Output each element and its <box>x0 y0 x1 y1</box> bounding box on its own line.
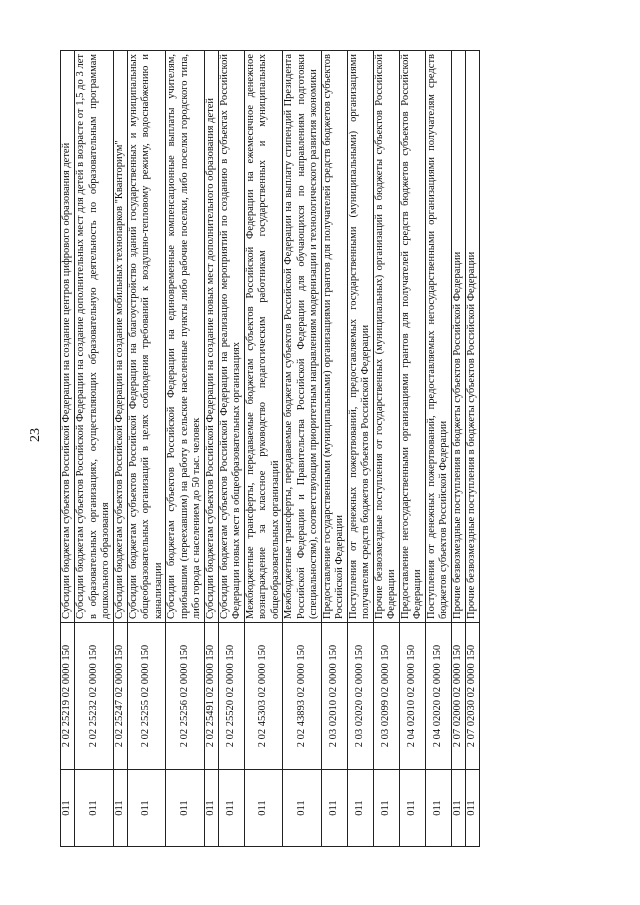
admin-code-cell: 011 <box>61 770 75 847</box>
budget-code-cell: 2 02 25520 02 0000 150 <box>218 623 244 770</box>
admin-code-cell: 011 <box>347 770 373 847</box>
budget-code-cell: 2 04 02010 02 0000 150 <box>399 623 425 770</box>
admin-code-cell: 011 <box>244 770 283 847</box>
revenue-name-cell: Предоставление государственными (муниципальными) организациями грантов для получателей средств бюджетов субъектов Российской Федерации <box>321 51 347 623</box>
revenue-name-cell: Предоставление негосударственными организациями грантов для получателей средств бюджетов субъектов Российской Федерации <box>399 51 425 623</box>
table-row <box>373 51 399 847</box>
table-row <box>321 51 347 847</box>
revenue-name-cell: Межбюджетные трансферты, передаваемые бюджетам субъектов Российской Федерации на ежемесячное денежное вознаграждение за классное руководство педагогическим работникам государственных и муниципальных общеобразовательных организаций <box>244 51 283 623</box>
table-row <box>399 51 425 847</box>
revenue-name-cell: Прочие безвозмездные поступления от государственных (муниципальных) организаций в бюджеты субъектов Российской Федерации <box>373 51 399 623</box>
table-row <box>244 51 283 847</box>
table-row <box>218 51 244 847</box>
budget-code-cell: 2 02 25247 02 0000 150 <box>113 623 127 770</box>
budget-code-cell: 2 02 25255 02 0000 150 <box>127 623 166 770</box>
revenue-name-cell: Субсидии бюджетам субъектов Российской Федерации на создание новых мест дополнительного образования детей <box>204 51 218 623</box>
admin-code-cell: 011 <box>373 770 399 847</box>
revenue-name-cell: Поступления от денежных пожертвований, предоставляемых государственными (муниципальными) организациями получателям средств бюджетов субъектов Российской Федерации <box>347 51 373 623</box>
budget-code-cell: 2 02 25256 02 0000 150 <box>166 623 205 770</box>
table-row <box>127 51 166 847</box>
revenue-name-cell: Субсидии бюджетам субъектов Российской Федерации на создание мобильных технопарков "Кванториум" <box>113 51 127 623</box>
revenue-name-cell: Субсидии бюджетам субъектов Российской Федерации на создание центров цифрового образования детей <box>61 51 75 623</box>
admin-code-cell: 011 <box>218 770 244 847</box>
budget-code-cell: 2 02 25219 02 0000 150 <box>61 623 75 770</box>
table-row <box>451 51 465 847</box>
budget-code-cell: 2 02 25232 02 0000 150 <box>75 623 114 770</box>
budget-code-cell: 2 07 02030 02 0000 150 <box>465 623 479 770</box>
admin-code-cell: 011 <box>465 770 479 847</box>
page-number: 23 <box>28 428 43 442</box>
table-row <box>347 51 373 847</box>
budget-code-cell: 2 02 25491 02 0000 150 <box>204 623 218 770</box>
admin-code-cell: 011 <box>75 770 114 847</box>
revenue-name-cell: Субсидии бюджетам субъектов Российской Федерации на благоустройство зданий государственных и муниципальных общеобразовательных организаций в целях соблюдения требований к воздушно-тепловому режиму, водоснабжению и канализации <box>127 51 166 623</box>
revenue-name-cell: Прочие безвозмездные поступления в бюджеты субъектов Российской Федерации <box>465 51 479 623</box>
table-row <box>425 51 451 847</box>
table-row <box>166 51 205 847</box>
admin-code-cell: 011 <box>451 770 465 847</box>
budget-code-cell: 2 07 02000 02 0000 150 <box>451 623 465 770</box>
budget-code-cell: 2 04 02020 02 0000 150 <box>425 623 451 770</box>
revenue-name-cell: Субсидии бюджетам субъектов Российской Федерации на создание дополнительных мест для детей в возрасте от 1,5 до 3 лет в образовательных организациях, осуществляющих образовательную деятельность по образовательным программам дошкольного образования <box>75 51 114 623</box>
admin-code-cell: 011 <box>166 770 205 847</box>
budget-code-table <box>60 50 480 847</box>
revenue-name-cell: Прочие безвозмездные поступления в бюджеты субъектов Российской Федерации <box>451 51 465 623</box>
admin-code-cell: 011 <box>204 770 218 847</box>
table-row <box>465 51 479 847</box>
admin-code-cell: 011 <box>425 770 451 847</box>
revenue-name-cell: Межбюджетные трансферты, передаваемые бюджетам субъектов Российской Федерации на выплату стипендий Президента Российской Федерации и Правительства Российской Федерации для обучающихся по направлениям подготовки (специальностям), соответствующим приоритетным направлениям модернизации и технологического развития экономики <box>283 51 322 623</box>
admin-code-cell: 011 <box>321 770 347 847</box>
table-row <box>61 51 75 847</box>
admin-code-cell: 011 <box>127 770 166 847</box>
budget-code-cell: 2 02 45303 02 0000 150 <box>244 623 283 770</box>
budget-code-cell: 2 02 43893 02 0000 150 <box>283 623 322 770</box>
admin-code-cell: 011 <box>283 770 322 847</box>
revenue-name-cell: Субсидии бюджетам субъектов Российской Федерации на единовременные компенсационные выплаты учителям, прибывшим (переехавшим) на работу в сельские населенные пункты либо рабочие поселки, либо поселки городского типа, либо города с населением до 50 тыс. человек <box>166 51 205 623</box>
budget-code-cell: 2 03 02020 02 0000 150 <box>347 623 373 770</box>
table-row <box>283 51 322 847</box>
table-body <box>61 51 480 847</box>
admin-code-cell: 011 <box>113 770 127 847</box>
budget-code-cell: 2 03 02099 02 0000 150 <box>373 623 399 770</box>
table-row <box>204 51 218 847</box>
revenue-name-cell: Поступления от денежных пожертвований, предоставляемых негосударственными организациями получателям средств бюджетов субъектов Российской Федерации <box>425 51 451 623</box>
revenue-name-cell: Субсидии бюджетам субъектов Российской Федерации на реализацию мероприятий по созданию в субъектах Российской Федерации новых мест в общеобразовательных организациях <box>218 51 244 623</box>
admin-code-cell: 011 <box>399 770 425 847</box>
table-row <box>113 51 127 847</box>
budget-code-cell: 2 03 02010 02 0000 150 <box>321 623 347 770</box>
table-row <box>75 51 114 847</box>
